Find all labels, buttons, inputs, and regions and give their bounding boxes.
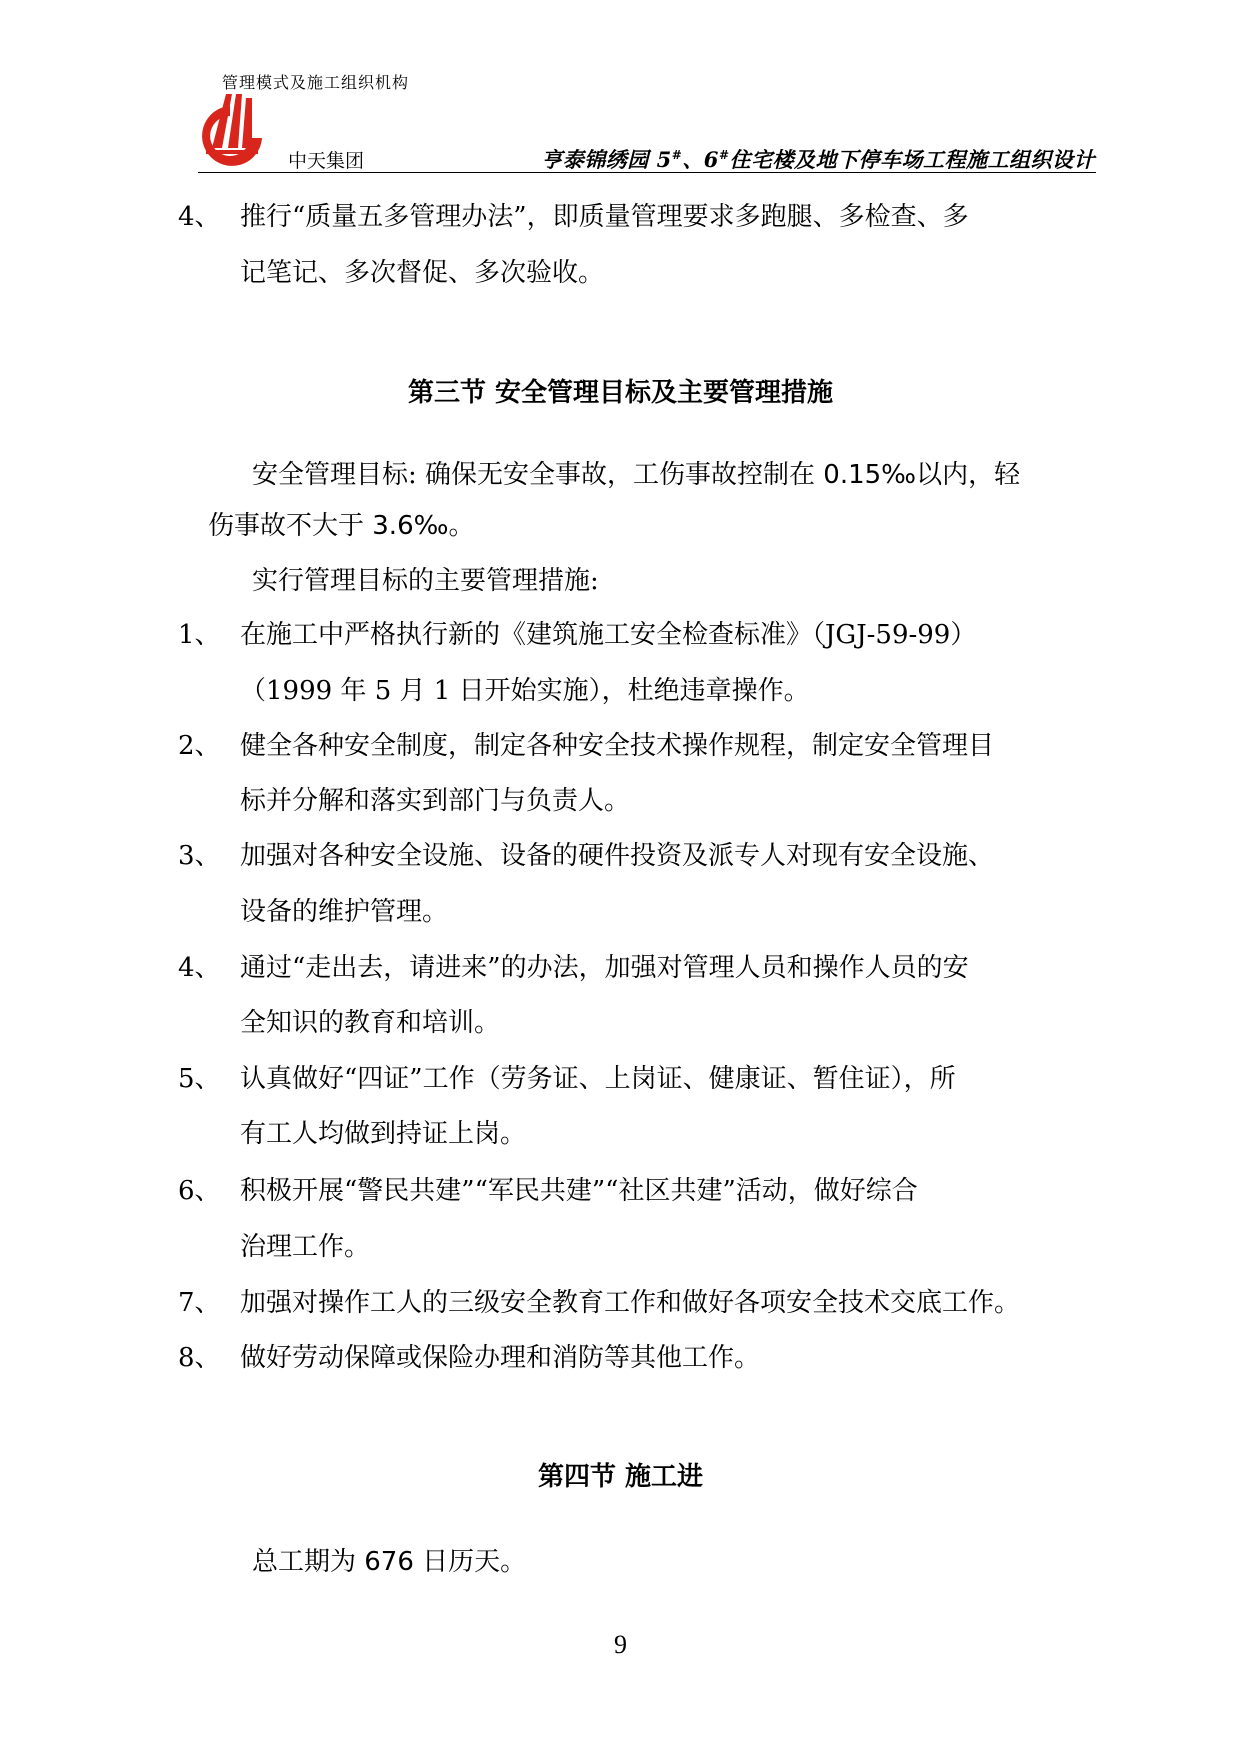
page-number: 9 xyxy=(614,1630,627,1659)
list-item-text: 设备的维护管理。 xyxy=(240,897,449,927)
list-item-text: 记笔记、多次督促、多次验收。 xyxy=(240,258,605,288)
goal-paragraph-cont: 伤事故不大于 3.6‰。 xyxy=(208,511,475,541)
goal-paragraph xyxy=(252,454,1020,491)
title-part-3: 住宅楼及地下停车场工程施工组织设计 xyxy=(729,147,1095,172)
list-item-number: 2、 xyxy=(178,731,221,761)
header-section-label: 管理模式及施工组织机构 xyxy=(222,73,410,92)
list-item-text: 全知识的教育和培训。 xyxy=(240,1008,501,1038)
list-item-number: 4、 xyxy=(178,953,221,983)
list-item-number: 5、 xyxy=(178,1064,221,1094)
measures-intro: 实行管理目标的主要管理措施: xyxy=(252,566,599,596)
list-item-number: 4、 xyxy=(178,202,221,232)
list-item-number: 6、 xyxy=(178,1176,221,1206)
list-item-number: 1、 xyxy=(178,620,221,650)
goal-text: 确保无安全事故，工伤事故控制在 0.15‰以内，轻 xyxy=(416,460,1021,490)
list-item-text: 有工人均做到持证上岗。 xyxy=(240,1119,527,1149)
company-logo xyxy=(192,88,268,168)
list-item-text: （1999 年 5 月 1 日开始实施），杜绝违章操作。 xyxy=(240,676,810,706)
goal-label: 安全管理目标: xyxy=(252,460,417,490)
header-rule xyxy=(198,172,1096,173)
list-item-text: 标并分解和落实到部门与负责人。 xyxy=(240,786,631,816)
list-item-text: 认真做好“四证”工作（劳务证、上岗证、健康证、暂住证），所 xyxy=(240,1064,956,1094)
title-part-2: 、6 xyxy=(682,147,719,172)
list-item-number: 3、 xyxy=(178,841,221,871)
company-name: 中天集团 xyxy=(288,150,365,172)
section-heading: 第四节 施工进 xyxy=(537,1462,704,1492)
list-item-text: 在施工中严格执行新的《建筑施工安全检查标准》（JGJ-59-99） xyxy=(240,620,977,650)
list-item-text: 健全各种安全制度，制定各种安全技术操作规程，制定安全管理目 xyxy=(240,731,995,761)
list-item-number: 8、 xyxy=(178,1343,221,1373)
title-sup-1: # xyxy=(671,148,683,162)
list-item-text: 积极开展“警民共建”“军民共建”“社区共建”活动，做好综合 xyxy=(240,1176,918,1206)
title-part-1: 亨泰锦绣园 5 xyxy=(541,147,672,172)
section-heading: 第三节 安全管理目标及主要管理措施 xyxy=(407,378,834,408)
list-item-number: 7、 xyxy=(178,1288,221,1318)
title-sup-2: # xyxy=(718,148,730,162)
list-item-text: 通过“走出去，请进来”的办法，加强对管理人员和操作人员的安 xyxy=(240,953,969,983)
list-item-text: 推行“质量五多管理办法”，即质量管理要求多跑腿、多检查、多 xyxy=(240,202,969,232)
list-item-text: 做好劳动保障或保险办理和消防等其他工作。 xyxy=(240,1343,761,1373)
document-title xyxy=(541,144,1095,174)
list-item-text: 加强对操作工人的三级安全教育工作和做好各项安全技术交底工作。 xyxy=(240,1288,1021,1318)
list-item-text: 治理工作。 xyxy=(240,1232,371,1262)
schedule-text: 总工期为 676 日历天。 xyxy=(252,1547,527,1577)
list-item-text: 加强对各种安全设施、设备的硬件投资及派专人对现有安全设施、 xyxy=(240,841,995,871)
